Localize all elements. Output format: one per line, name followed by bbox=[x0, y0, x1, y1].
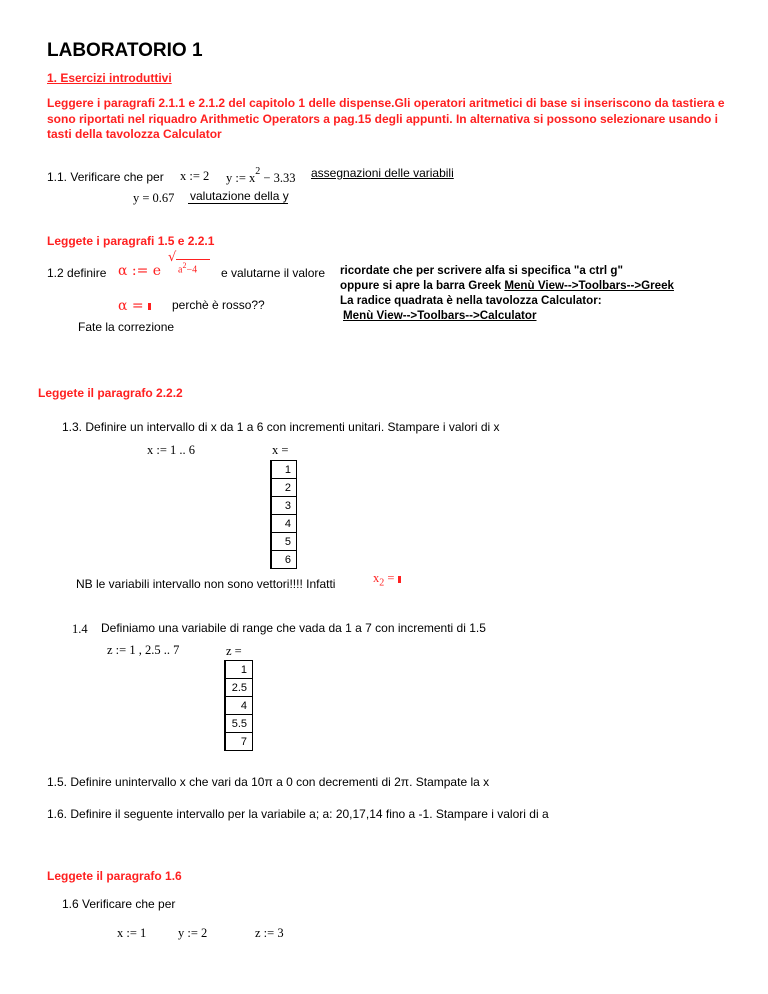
alpha-def-text: α := e bbox=[118, 263, 162, 279]
ex12-suffix: e valutarne il valore bbox=[221, 266, 326, 280]
z-value-cell: 2.5 bbox=[225, 679, 253, 697]
x-value-row bbox=[271, 551, 297, 569]
section-heading: 1. Esercizi introduttivi bbox=[47, 71, 172, 85]
y-eval-comment: valutazione della y bbox=[190, 189, 289, 203]
intro-paragraph: Leggere i paragrafi 2.1.1 e 2.1.2 del capitolo 1 delle dispense.Gli operatori aritmetici di base si inseriscono da tastiera e sono riportati nel riquadro Arithmetic Operators a pag.15 degli appunti. In alternativa si possono selezionare usando i tasti della tavolozza Calculator bbox=[47, 96, 725, 141]
z-value-cell: 1 bbox=[225, 661, 253, 679]
hint-note bbox=[340, 263, 674, 323]
comment-underline bbox=[188, 203, 288, 204]
greek-toolbar-menu-path: Menù View-->Toolbars-->Greek bbox=[504, 279, 674, 292]
y-assign[interactable] bbox=[226, 166, 296, 186]
hint-line-3: La radice quadrata è nella tavolozza Calculator: bbox=[340, 294, 602, 307]
ex13-text: 1.3. Definire un intervallo di x da 1 a 6 con incrementi unitari. Stampare i valori di x bbox=[62, 420, 500, 434]
ex12-prefix: 1.2 definire bbox=[47, 266, 107, 280]
assignment-comment: assegnazioni delle variabili bbox=[311, 166, 454, 180]
x-value-row bbox=[271, 515, 297, 533]
sqrt-sign-icon: √ bbox=[168, 250, 177, 265]
z-values-table bbox=[224, 660, 253, 751]
read-paragraphs-15-221: Leggete i paragrafi 1.5 e 2.2.1 bbox=[47, 234, 215, 248]
nb-text: NB le variabili intervallo non sono vettori!!!! Infatti bbox=[76, 577, 336, 591]
z-assign-3[interactable]: z := 3 bbox=[255, 926, 284, 940]
z-value-row bbox=[225, 715, 253, 733]
hint-line-2: oppure si apre la barra Greek Menù View-->Toolbars-->Greek bbox=[340, 279, 674, 292]
z-value-row bbox=[225, 733, 253, 751]
why-red-text: perchè è rosso?? bbox=[172, 298, 265, 312]
x-value-cell: 4 bbox=[271, 515, 297, 533]
x-value-row bbox=[271, 479, 297, 497]
fix-instruction: Fate la correzione bbox=[78, 320, 175, 334]
x-value-row bbox=[271, 497, 297, 515]
alpha-eval[interactable]: α = bbox=[118, 298, 151, 314]
z-eval-label[interactable]: z = bbox=[226, 644, 242, 658]
ex14-number: 1.4 bbox=[72, 622, 88, 636]
ex16a-text: 1.6. Definire il seguente intervallo per la variabile a; a: 20,17,14 fino a -1. Stampare i valori di a bbox=[47, 807, 549, 821]
ex15-text: 1.5. Definire unintervallo x che vari da 10π a 0 con decrementi di 2π. Stampate la x bbox=[47, 775, 490, 789]
x-range-definition[interactable]: x := 1 .. 6 bbox=[147, 443, 196, 457]
z-value-row bbox=[225, 697, 253, 715]
ex14-text: Definiamo una variabile di range che vada da 1 a 7 con incrementi di 1.5 bbox=[101, 621, 486, 635]
page-title: LABORATORIO 1 bbox=[47, 40, 203, 61]
z-value-cell: 4 bbox=[225, 697, 253, 715]
x-value-cell: 6 bbox=[271, 551, 297, 569]
hint-line-4: Menù View-->Toolbars-->Calculator bbox=[343, 309, 537, 322]
x-value-cell: 5 bbox=[271, 533, 297, 551]
x-eval-label[interactable]: x = bbox=[272, 443, 289, 457]
y-assign-2[interactable]: y := 2 bbox=[178, 926, 208, 940]
z-value-cell: 7 bbox=[225, 733, 253, 751]
z-value-cell: 5.5 bbox=[225, 715, 253, 733]
x-value-cell: 2 bbox=[271, 479, 297, 497]
error-marker bbox=[398, 576, 401, 583]
x-value-cell: 3 bbox=[271, 497, 297, 515]
z-value-row bbox=[225, 679, 253, 697]
calculator-toolbar-menu-path: View-->Toolbars-->Calculator bbox=[376, 309, 537, 322]
x-assign[interactable]: x := 2 bbox=[180, 169, 210, 183]
error-marker bbox=[148, 303, 151, 310]
x-value-row bbox=[271, 461, 297, 479]
y-assign-rhs: − 3.33 bbox=[263, 171, 296, 186]
y-assign-lhs: y := x bbox=[226, 171, 256, 186]
x-value-cell: 1 bbox=[271, 461, 297, 479]
x-values-table bbox=[270, 460, 297, 569]
z-range-definition[interactable]: z := 1 , 2.5 .. 7 bbox=[107, 643, 180, 657]
z-value-row bbox=[225, 661, 253, 679]
sqrt-bar bbox=[176, 259, 210, 260]
ex11-prefix: 1.1. Verificare che per bbox=[47, 170, 164, 184]
hint-line-1: ricordate che per scrivere alfa si specifica "a ctrl g" bbox=[340, 264, 623, 277]
x-assign-1[interactable]: x := 1 bbox=[117, 926, 147, 940]
read-paragraph-222: Leggete il paragrafo 2.2.2 bbox=[38, 386, 183, 400]
y-exponent: 2 bbox=[255, 166, 261, 177]
sqrt-radicand: $a^2-4$ bbox=[178, 261, 198, 276]
alpha-definition[interactable] bbox=[118, 263, 161, 279]
x2-eval[interactable]: $x_2$ = bbox=[373, 571, 401, 589]
x-value-row bbox=[271, 533, 297, 551]
y-eval[interactable]: y = 0.67 bbox=[133, 191, 175, 205]
ex16b-text: 1.6 Verificare che per bbox=[62, 897, 176, 911]
read-paragraph-16: Leggete il paragrafo 1.6 bbox=[47, 869, 182, 883]
